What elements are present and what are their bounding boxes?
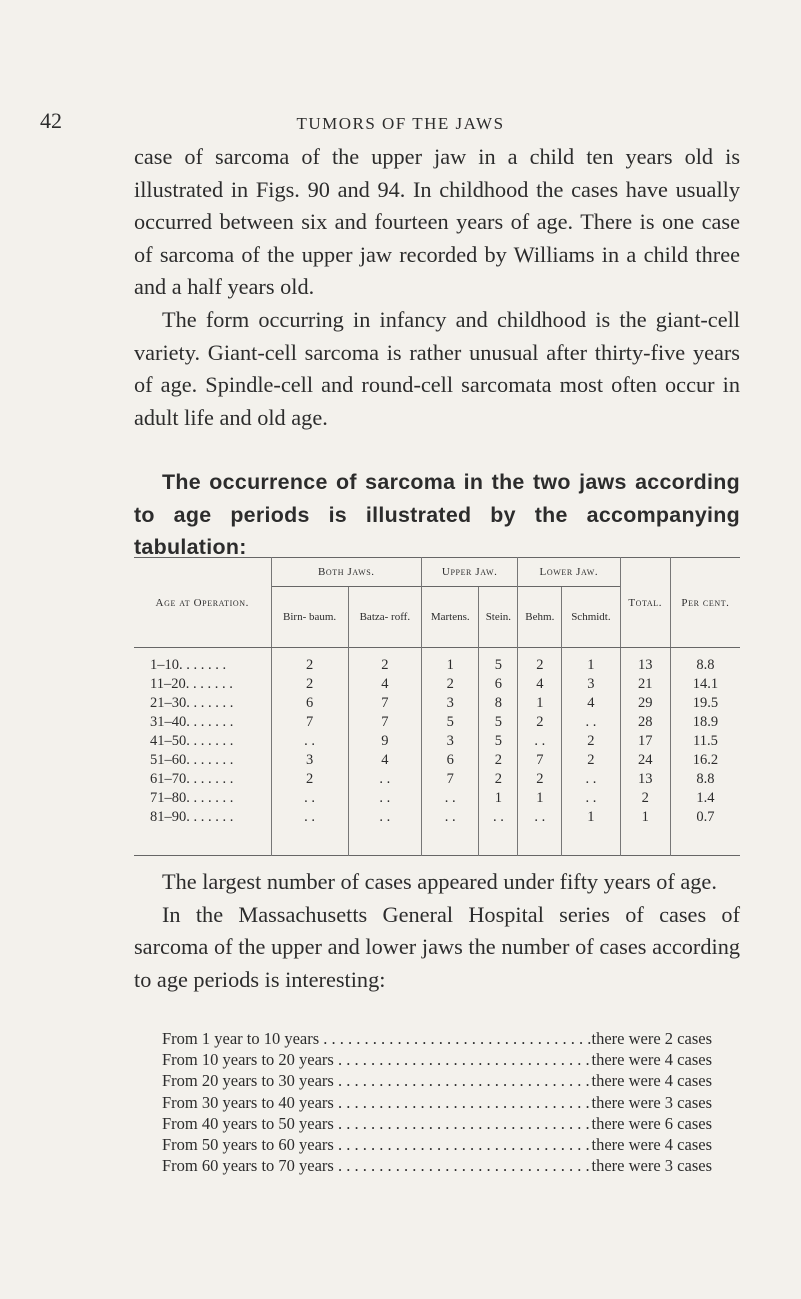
age-range-label: From 50 years to 60 years . . . [162,1134,592,1155]
header-lower-jaw: Lower Jaw. [518,558,620,587]
age-range-label: From 10 years to 20 years . . . [162,1049,592,1070]
list-item [162,1092,712,1113]
table-cell: 1 [518,694,562,713]
table-cell: 3 [422,732,479,751]
age-range-cell: 31–40. . . . . . . [150,714,234,730]
table-cell: 28 [620,713,670,732]
table-row [134,808,740,856]
case-count-label: there were 4 cases [591,1071,712,1091]
paragraph-childhood-cases: case of sarcoma of the upper jaw in a child ten years old is illustrated in Figs. 90 and 94. In childhood the cases have usually occurred between six and fourteen years of age. There is one case of sarcoma of the upper jaw recorded by Williams in a child three and a half years old. [134,144,740,300]
table-cell: 3 [422,694,479,713]
table-cell: 1 [620,808,670,856]
table-cell: 2 [479,770,518,789]
case-count-label: there were 3 cases [591,1156,712,1176]
header-batzaroff: Batza- roff. [348,587,421,648]
header-stein: Stein. [479,587,518,648]
running-title: TUMORS OF THE JAWS [296,114,505,133]
age-period-table [134,557,740,856]
table-cell: 1 [562,648,620,676]
table-cell: 8.8 [670,770,740,789]
table-cell: 3 [562,675,620,694]
table-cell: 14.1 [670,675,740,694]
case-count-label: there were 4 cases [591,1050,712,1070]
paragraph-massachusetts: In the Massachusetts General Hospital series of cases of sarcoma of the upper and lower jaws the number of cases according to age periods is interesting: [134,901,740,992]
paragraph-tabulation-intro: The occurrence of sarcoma in the two jaws according to age periods is illustrated by the accompanying tabulation: [134,470,740,560]
table-cell: 7 [518,751,562,770]
table-cell: 7 [348,713,421,732]
age-range-cell: 71–80. . . . . . . [150,790,234,806]
page-number: 42 [40,108,62,133]
table-cell: 5 [479,713,518,732]
table-cell: 1 [479,789,518,808]
table-cell: 19.5 [670,694,740,713]
case-count-label: there were 4 cases [591,1135,712,1155]
table-cell: . . [348,808,421,856]
table-cell: 5 [479,648,518,676]
table-cell: . . [422,789,479,808]
table-cell: 4 [348,751,421,770]
table-cell: 9 [348,732,421,751]
table-cell: . . [562,713,620,732]
table-cell: . . [518,808,562,856]
table-cell: 4 [348,675,421,694]
table-cell: 29 [620,694,670,713]
age-range-label: From 60 years to 70 years . . . [162,1155,592,1176]
table-row [134,789,740,808]
table-cell: . . [271,732,348,751]
table-cell: . . [348,770,421,789]
age-range-label: From 20 years to 30 years . . . [162,1070,592,1091]
table-cell: 1 [422,648,479,676]
age-range-label: From 1 year to 10 years . . . [162,1028,592,1049]
body-text-bottom [134,866,740,996]
table-cell: 11.5 [670,732,740,751]
list-item [162,1155,712,1176]
table-cell: 8.8 [670,648,740,676]
table-cell: 21 [620,675,670,694]
table-cell: 2 [562,732,620,751]
age-range-cell: 51–60. . . . . . . [150,752,234,768]
table-cell: 5 [422,713,479,732]
list-item [162,1070,712,1091]
table-cell: 1 [562,808,620,856]
table-cell: 7 [271,713,348,732]
table-cell: . . [271,808,348,856]
case-count-label: there were 2 cases [591,1029,712,1048]
body-text-top [134,141,740,434]
table-cell: 13 [620,770,670,789]
table-row [134,694,740,713]
age-range-cell: 21–30. . . . . . . [150,695,234,711]
header-both-jaws: Both Jaws. [271,558,421,587]
table-cell: 2 [479,751,518,770]
table-cell: . . [348,789,421,808]
table-cell: . . [271,789,348,808]
table-row [134,732,740,751]
header-birnbaum: Birn- baum. [271,587,348,648]
header-age-at-operation: Age at Operation. [134,558,271,648]
table-cell: . . [518,732,562,751]
table-row [134,675,740,694]
table-cell: 16.2 [670,751,740,770]
table-cell: 6 [271,694,348,713]
table-cell: 7 [348,694,421,713]
table-cell: 2 [348,648,421,676]
header-martens: Martens. [422,587,479,648]
table-cell: . . [479,808,518,856]
table-cell: 5 [479,732,518,751]
table-cell: . . [562,789,620,808]
list-item [162,1113,712,1134]
table-cell: 2 [518,713,562,732]
case-count-label: there were 3 cases [591,1092,712,1112]
table-cell: 2 [562,751,620,770]
age-range-cell: 81–90. . . . . . . [150,809,234,825]
table-row [134,648,740,676]
table-cell: 2 [271,675,348,694]
table-cell: 6 [422,751,479,770]
table-cell: 6 [479,675,518,694]
table-cell: 1 [518,789,562,808]
table-cell: 4 [518,675,562,694]
age-range-label: From 40 years to 50 years . . . [162,1113,592,1134]
table-cell: 18.9 [670,713,740,732]
header-upper-jaw: Upper Jaw. [422,558,518,587]
table-cell: . . [422,808,479,856]
table-cell: 0.7 [670,808,740,856]
age-range-cell: 11–20. . . . . . . [150,676,233,692]
age-period-list [162,1028,712,1176]
paragraph-largest-number: The largest number of cases appeared under fifty years of age. [162,869,717,894]
table-cell: 24 [620,751,670,770]
header-per-cent: Per cent. [670,558,740,648]
table-cell: 1.4 [670,789,740,808]
age-range-cell: 41–50. . . . . . . [150,733,234,749]
table-cell: 4 [562,694,620,713]
table-cell: 7 [422,770,479,789]
list-item [162,1049,712,1070]
body-text-intro [134,466,740,564]
paragraph-giant-cell: The form occurring in infancy and childhood is the giant-cell variety. Giant-cell sarcoma is rather unusual after thirty-five years of age. Spindle-cell and round-cell sarcomata most often occur in adult life and old age. [134,306,740,430]
table-cell: 2 [518,648,562,676]
table-body [134,648,740,856]
list-item [162,1028,712,1049]
age-range-cell: 1–10. . . . . . . [150,657,227,673]
age-range-cell: 61–70. . . . . . . [150,771,234,787]
table-row [134,713,740,732]
table-cell: 17 [620,732,670,751]
table-row [134,770,740,789]
table-cell: 2 [422,675,479,694]
table-cell: 2 [271,648,348,676]
table-cell: 2 [518,770,562,789]
table-cell: 13 [620,648,670,676]
header-total: Total. [620,558,670,648]
table-row [134,751,740,770]
table-cell: . . [562,770,620,789]
case-count-label: there were 6 cases [591,1113,712,1133]
age-range-label: From 30 years to 40 years . . . [162,1092,592,1113]
header-schmidt: Schmidt. [562,587,620,648]
table-cell: 2 [620,789,670,808]
table-cell: 3 [271,751,348,770]
list-item [162,1134,712,1155]
header-behm: Behm. [518,587,562,648]
table-cell: 2 [271,770,348,789]
table-cell: 8 [479,694,518,713]
